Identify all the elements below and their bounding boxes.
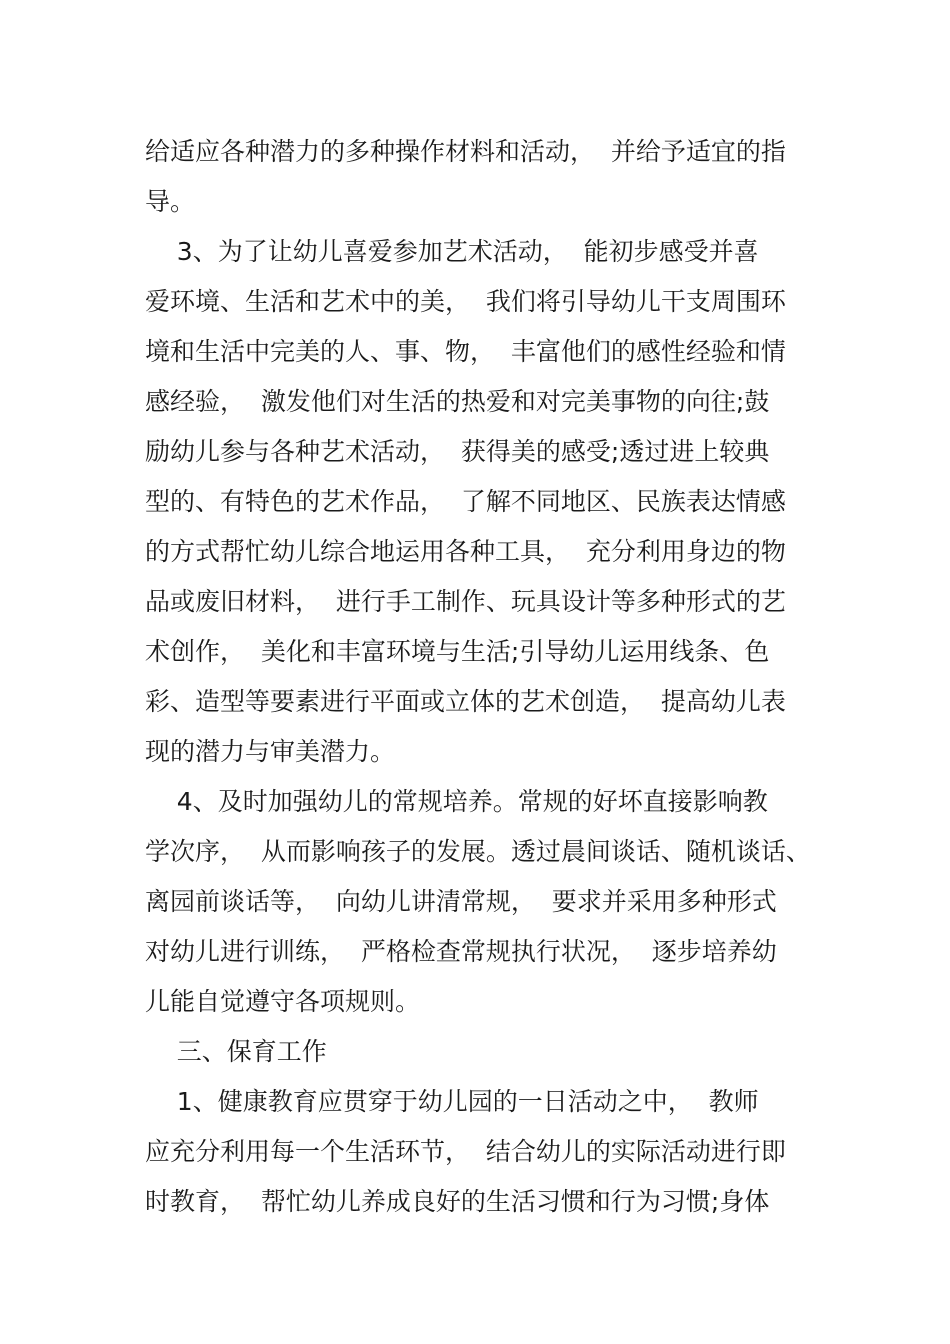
document-body	[145, 127, 810, 1227]
text-line: 4、及时加强幼儿的常规培养。常规的好坏直接影响教	[145, 787, 768, 816]
text-line: 3、为了让幼儿喜爱参加艺术活动， 能初步感受并喜	[145, 237, 759, 266]
text-line: 境和生活中完美的人、事、物， 丰富他们的感性经验和情	[145, 337, 786, 366]
text-line: 彩、造型等要素进行平面或立体的艺术创造， 提高幼儿表	[145, 687, 786, 716]
text-line: 的方式帮忙幼儿综合地运用各种工具， 充分利用身边的物	[145, 537, 786, 566]
text-line: 给适应各种潜力的多种操作材料和活动， 并给予适宜的指	[145, 137, 786, 166]
text-line: 现的潜力与审美潜力。	[145, 737, 396, 766]
text-line: 爱环境、生活和艺术中的美， 我们将引导幼儿干支周围环	[145, 287, 786, 316]
text-line: 对幼儿进行训练， 严格检查常规执行状况， 逐步培养幼	[145, 937, 777, 966]
text-line: 感经验， 激发他们对生活的热爱和对完美事物的向往;鼓	[145, 387, 770, 416]
text-line: 1、健康教育应贯穿于幼儿园的一日活动之中， 教师	[145, 1087, 759, 1116]
section-heading: 三、保育工作	[145, 1037, 327, 1066]
text-line: 励幼儿参与各种艺术活动， 获得美的感受;透过进上较典	[145, 437, 770, 466]
text-line: 学次序， 从而影响孩子的发展。透过晨间谈话、随机谈话、	[145, 837, 811, 866]
text-line: 术创作， 美化和丰富环境与生活;引导幼儿运用线条、色	[145, 637, 770, 666]
text-line: 儿能自觉遵守各项规则。	[145, 987, 421, 1016]
text-line: 离园前谈话等， 向幼儿讲清常规， 要求并采用多种形式	[145, 887, 777, 916]
text-line: 型的、有特色的艺术作品， 了解不同地区、民族表达情感	[145, 487, 786, 516]
text-line: 品或废旧材料， 进行手工制作、玩具设计等多种形式的艺	[145, 587, 786, 616]
text-line: 时教育， 帮忙幼儿养成良好的生活习惯和行为习惯;身体	[145, 1187, 770, 1216]
text-line: 导。	[145, 187, 196, 216]
text-line: 应充分利用每一个生活环节， 结合幼儿的实际活动进行即	[145, 1137, 786, 1166]
